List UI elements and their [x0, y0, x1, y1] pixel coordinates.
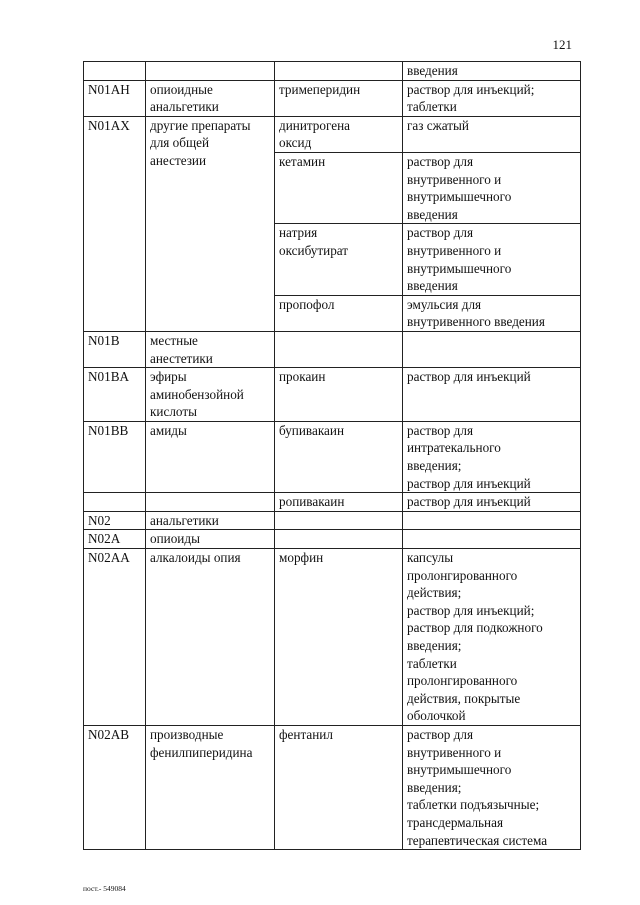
table-row	[84, 493, 581, 512]
drug-name-cell	[275, 331, 403, 367]
dosage-form-cell: раствор для инъекций; таблетки	[403, 80, 581, 116]
drug-name-cell: морфин	[275, 549, 403, 726]
atc-code-cell: N01BA	[84, 368, 146, 422]
table-row	[84, 511, 581, 530]
dosage-form-cell: введения	[403, 62, 581, 81]
table-row	[84, 421, 581, 492]
table-row	[84, 368, 581, 422]
dosage-form-cell: газ сжатый	[403, 116, 581, 152]
dosage-form-cell	[403, 511, 581, 530]
atc-code-cell: N01BB	[84, 421, 146, 492]
group-name-cell	[146, 493, 275, 512]
atc-code-cell: N01AH	[84, 80, 146, 116]
drug-name-cell: фентанил	[275, 725, 403, 849]
drug-name-cell: прокаин	[275, 368, 403, 422]
atc-code-cell: N02AA	[84, 549, 146, 726]
atc-code-cell: N01AX	[84, 116, 146, 331]
group-name-cell: местные анестетики	[146, 331, 275, 367]
group-name-cell: производные фенилпиперидина	[146, 725, 275, 849]
atc-code-cell	[84, 62, 146, 81]
atc-code-cell: N02AB	[84, 725, 146, 849]
dosage-form-cell: раствор для интратекального введения; раствор для инъекций	[403, 421, 581, 492]
page-number: 121	[552, 37, 572, 52]
group-name-cell: другие препараты для общей анестезии	[146, 116, 275, 331]
dosage-form-cell: раствор для внутривенного и внутримышечного введения; таблетки подъязычные; трансдермальная терапевтическая система	[403, 725, 581, 849]
table-row	[84, 62, 581, 81]
dosage-form-cell: раствор для внутривенного и внутримышечного введения	[403, 224, 581, 295]
table-row	[84, 116, 581, 152]
dosage-form-cell: капсулы пролонгированного действия; раствор для инъекций; раствор для подкожного введения; таблетки пролонгированного действия, покрытые оболочкой	[403, 549, 581, 726]
drug-name-cell: ропивакаин	[275, 493, 403, 512]
dosage-form-cell	[403, 530, 581, 549]
group-name-cell	[146, 62, 275, 81]
dosage-form-cell: эмульсия для внутривенного введения	[403, 295, 581, 331]
table-row	[84, 725, 581, 849]
drug-name-cell: динитрогена оксид	[275, 116, 403, 152]
drug-classification-table	[83, 61, 580, 850]
group-name-cell: эфиры аминобензойной кислоты	[146, 368, 275, 422]
drug-name-cell: тримеперидин	[275, 80, 403, 116]
atc-code-cell	[84, 493, 146, 512]
drug-name-cell: натрия оксибутират	[275, 224, 403, 295]
table-row	[84, 530, 581, 549]
document-footer: пост.- 549084	[83, 884, 126, 893]
group-name-cell: опиоиды	[146, 530, 275, 549]
dosage-form-cell: раствор для инъекций	[403, 368, 581, 422]
atc-code-cell: N02	[84, 511, 146, 530]
atc-code-cell: N02A	[84, 530, 146, 549]
drug-name-cell: кетамин	[275, 152, 403, 223]
drug-name-cell	[275, 530, 403, 549]
group-name-cell: амиды	[146, 421, 275, 492]
group-name-cell: алкалоиды опия	[146, 549, 275, 726]
dosage-form-cell: раствор для инъекций	[403, 493, 581, 512]
table-row	[84, 80, 581, 116]
drug-name-cell	[275, 62, 403, 81]
table-row	[84, 331, 581, 367]
group-name-cell: опиоидные анальгетики	[146, 80, 275, 116]
table-row	[84, 549, 581, 726]
drug-name-cell	[275, 511, 403, 530]
atc-code-cell: N01B	[84, 331, 146, 367]
dosage-form-cell	[403, 331, 581, 367]
group-name-cell: анальгетики	[146, 511, 275, 530]
dosage-form-cell: раствор для внутривенного и внутримышечного введения	[403, 152, 581, 223]
drug-name-cell: бупивакаин	[275, 421, 403, 492]
drug-name-cell: пропофол	[275, 295, 403, 331]
